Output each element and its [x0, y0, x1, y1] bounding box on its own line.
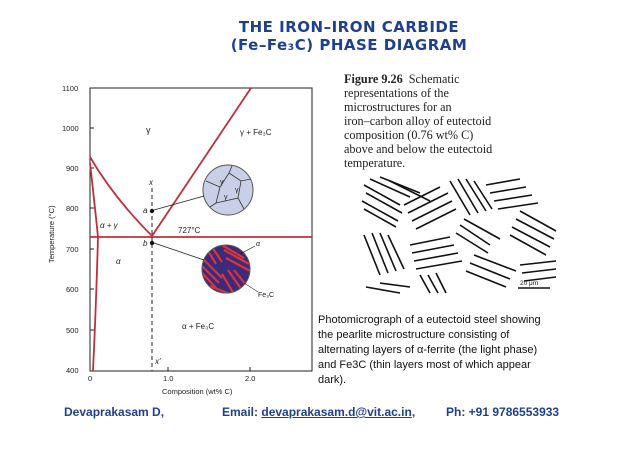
y-tick-label: 400: [66, 366, 79, 375]
figure-caption: [344, 72, 624, 170]
eutectoid-temperature-label: 727°C: [178, 226, 201, 235]
leader-line: [240, 246, 255, 254]
email-label: Email:: [222, 405, 259, 419]
region-gamma-fe3c-label: γ + Fe₃C: [240, 128, 272, 137]
pearlite-micrograph: [360, 175, 560, 297]
x-ticks: [88, 367, 255, 383]
gamma-grain-label: γ: [235, 187, 239, 194]
caption-line: representations of the: [344, 86, 449, 100]
caption-line: temperature.: [344, 156, 406, 170]
phase-diagram: [44, 78, 316, 408]
email-link[interactable]: devaprakasam.d@vit.ac.in: [261, 405, 412, 419]
region-alpha-fe3c-label: α + Fe₃C: [182, 322, 215, 331]
region-gamma-label: γ: [146, 125, 151, 135]
y-tick-label: 700: [66, 245, 79, 254]
gamma-grain-label: γ: [220, 179, 224, 186]
gamma-grain-label: γ: [224, 194, 228, 201]
x-axis-label: Composition (wt% C): [162, 387, 233, 396]
region-alpha-label: α: [116, 257, 121, 266]
x-tick-label: 0: [88, 374, 93, 383]
point-b-marker: [150, 241, 154, 245]
caption-line: iron–carbon alloy of eutectoid: [344, 114, 492, 128]
caption-line: above and below the eutectoid: [344, 142, 493, 156]
region-alpha-gamma-label: α + γ: [100, 221, 118, 230]
austenite-microstructure: [203, 165, 253, 215]
y-ticks: [62, 84, 94, 375]
alpha-phase-label: α: [256, 241, 260, 248]
point-x-label: x: [149, 178, 153, 187]
slide-title-line2: (Fe–Fe₃C) PHASE DIAGRAM: [230, 36, 468, 54]
scale-bar-label: 20 μm: [520, 280, 539, 287]
caption-line: microstructures for an: [344, 100, 452, 114]
x-tick-label: 1.0: [163, 374, 174, 383]
footer-name: Devaprakasam D,: [64, 405, 165, 419]
x-tick-label: 2.0: [245, 374, 256, 383]
leader-line: [244, 283, 258, 292]
footer-phone: Ph: +91 9786553933: [446, 405, 560, 419]
y-tick-label: 800: [66, 204, 79, 213]
y-tick-label: 600: [66, 285, 79, 294]
point-a-label: a: [143, 206, 148, 215]
fe3c-phase-label: Fe₃C: [258, 292, 275, 299]
leader-line: [154, 243, 204, 260]
email-suffix: ,: [411, 405, 416, 419]
footer-email: [222, 405, 415, 419]
figure-label: Figure 9.26: [344, 72, 403, 86]
micrograph-caption: Photomicrograph of a eutectoid steel showing the pearlite microstructure consisting of alternating layers of α-ferrite (the light phase) and Fe3C (thin layers most of which appear dark).: [316, 312, 550, 389]
point-a-marker: [150, 209, 154, 213]
point-b-label: b: [143, 239, 148, 248]
y-axis-label: Temperature (°C): [47, 205, 56, 263]
y-tick-label: 500: [66, 326, 79, 335]
y-tick-label: 1000: [62, 124, 79, 133]
y-tick-label: 900: [66, 164, 79, 173]
point-x-prime-label: x′: [155, 357, 161, 366]
caption-line: Schematic: [408, 72, 460, 86]
caption-line: composition (0.76 wt% C): [344, 128, 474, 142]
leader-line: [154, 196, 204, 210]
y-tick-label: 1100: [62, 84, 79, 93]
slide-title-line1: THE IRON–IRON CARBIDE: [238, 18, 460, 36]
